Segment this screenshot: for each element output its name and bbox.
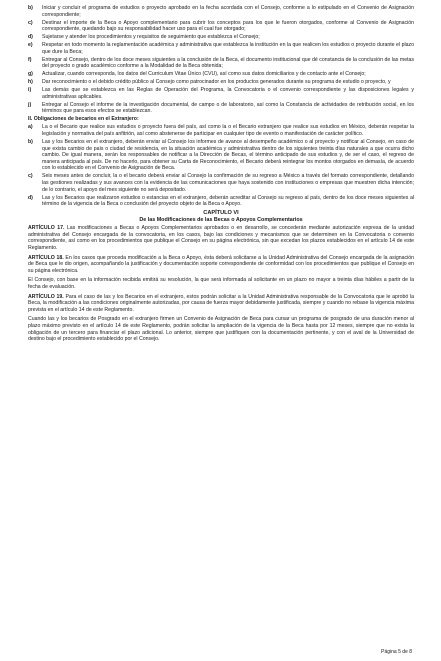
article-text: Para el caso de las y los Becarios en el extranjero, estos podrán solicitar a la Unidad Administrativa responsable de la Convocatoria que le aprobó la Beca, la modificación a las condiciones originalmente autorizadas, por causa de fuerza mayor debidamente justificada, siempre y cuando no rebase la vigencia máxima prevista en el artículo 14 de este Reglamento.: [28, 293, 415, 313]
list-item: [28, 71, 414, 78]
item-label: j): [28, 101, 32, 108]
list-item: [28, 42, 414, 55]
section-ii-list: [28, 124, 414, 207]
article-paragraph: [28, 294, 414, 314]
article-text: En los casos que proceda modificación a la Beca o Apoyo, ésta deberá solicitarse a la Unidad Administrativa del Consejo encargada de la asignación de Beca que le dio origen, acompañando la justificación y documentación soporte correspondiente de conformidad con los procedimientos que publique el Consejo en su página electrónica.: [28, 254, 415, 274]
item-label: f): [28, 56, 32, 63]
list-item: [28, 34, 414, 41]
article-paragraph: [28, 255, 414, 275]
list-item: [28, 57, 414, 70]
item-text: Dar reconocimiento o el debido crédito público al Consejo como patrocinador en los productos generados durante su programa de estudio o proyecto, y: [42, 79, 391, 86]
item-text: Sujetarse y atender los procedimientos y requisitos de seguimiento que establezca el Consejo;: [42, 34, 260, 41]
item-text: Entregar al Consejo el informe de la investigación documental, de campo o de laboratorio, así como la Constancia de actividades de retribución social, en los términos que para esos efectos se establezcan.: [42, 101, 414, 115]
article-paragraph: [28, 225, 414, 251]
item-text: Las demás que se establezca en las Reglas de Operación del Programa, la Convocatoria o el convenio correspondiente y las disposiciones legales y administrativas aplicables.: [42, 87, 414, 100]
list-item: [28, 124, 414, 137]
list-item: [28, 5, 414, 18]
item-text: La o el Becario que realice sus estudios o proyecto fuera del país, así como la o el Becario extranjero que realice sus estudios en México, deberán respetar la legislación y normativa del país anfitrión, así como abstenerse de participar en cualquier tipo de evento o manifestación de carácter político.: [42, 124, 414, 137]
item-label: a): [28, 124, 33, 131]
list-item: [28, 87, 414, 100]
item-label: c): [28, 173, 33, 180]
article-number: ARTÍCULO 19.: [28, 293, 64, 300]
item-label: b): [28, 5, 33, 11]
article-number: ARTÍCULO 17.: [28, 225, 65, 232]
item-label: c): [28, 19, 33, 26]
list-item: [28, 20, 414, 33]
list-item: [28, 195, 414, 208]
item-text: Iniciar y concluir el programa de estudios o proyecto aprobado en la fecha acordada con el Consejo, conforme a lo estipulado en el Convenio de Asignación correspondiente;: [42, 5, 414, 18]
item-text: Respetar en todo momento la reglamentación académica y administrativa que establezca la institución en la que realicen los estudios o proyecto durante el plazo que dure la Beca;: [42, 42, 414, 55]
section-i-list: [28, 5, 414, 115]
list-item: [28, 139, 414, 172]
item-label: d): [28, 194, 33, 201]
item-label: g): [28, 71, 33, 78]
chapter-title: CAPÍTULO VI: [203, 209, 239, 216]
section-ii-heading: II. Obligaciones de becarios en el Extranjero:: [28, 116, 139, 123]
article-paragraph: [28, 316, 414, 342]
item-text: Entregar al Consejo, dentro de los doce meses siguientes a la conclusión de la Beca, el documento institucional que dé constancia de la conclusión de las metas del proyecto o grado académico conforme a la Modalidad de la Beca obtenida;: [42, 56, 414, 70]
article-text: Cuando las y los becarios de Posgrado en el extranjero firmen un Convenio de Asignación de Beca para cursar un programa de posgrado de una duración menor al plazo máximo previsto en el artículo 14 de este Reglamento, podrán solicitar la ampliación de la vigencia de la Beca hasta por 12 meses, siempre que no exista la obligación de un tercero para financiar el plazo adicional. Lo anterior, siempre que justifiquen con la documentación pertinente, y con el aval de la Universidad de destino bajo el procedimiento establecido por el Consejo.: [28, 316, 414, 343]
list-item: [28, 102, 414, 115]
page-number: Página 5 de 8: [381, 649, 412, 655]
item-text: Las y los Becarios en el extranjero, deberán enviar al Consejo los informes de avance al desempeño académico o al proyecto y notificar al Consejo, en caso de que exista cambio de país o ciudad de residencia, en la situación académica y administrativa dentro de los siguientes treinta días naturales a que ocurra dicho cambio. De igual manera, serán los responsables de notificar a la Dirección de Becas, el término anticipado de sus estudios y, de ser el caso, el regreso de manera anticipada al país. De no hacerlo, para obtener su Carta de Reconocimiento, el Becario deberá reintegrar los montos otorgados en demasía, de acuerdo con lo establecido en el Convenio de Asignación de Beca.: [42, 138, 414, 172]
list-item: [28, 79, 414, 86]
item-text: Seis meses antes de concluir, la o el becario deberá enviar al Consejo la confirmación de su regreso a México a través del formato correspondiente, detallando las gestiones realizadas y sus avances con la evidencia de las comunicaciones que haya sostenido con instituciones o empresas que muestren dicha intención; de lo contrario, el apoyo del mes siguiente no será depositado.: [42, 173, 414, 193]
item-label: e): [28, 42, 33, 49]
item-text: Actualizar, cuando corresponda, los datos del Curriculum Vitae Único (CVU), así como sus datos domiciliarios y de contacto ante el Consejo;: [42, 71, 366, 78]
article-text: El Consejo, con base en la información recibida emitirá su resolución, la que será informada al solicitante en un plazo no mayor a treinta días hábiles a partir de la fecha de evaluación.: [28, 277, 414, 291]
item-label: d): [28, 34, 33, 41]
item-text: Las y los Becarios que realizaron estudios o estancias en el extranjero, deberán acreditar al Consejo su regreso al país, dentro de los doce meses siguientes al término de la vigencia de la Beca o conclusión del proyecto objeto de la Beca o Apoyo.: [42, 194, 414, 208]
article-paragraph: [28, 277, 414, 290]
chapter-subtitle: De las Modificaciones de las Becas o Apoyos Complementarios: [139, 216, 303, 223]
article-number: ARTÍCULO 18.: [28, 254, 64, 261]
item-label: h): [28, 79, 33, 86]
item-text: Destinar el importe de la Beca o Apoyo complementario para cubrir los conceptos para los que le fueron otorgados, conforme al Convenio de Asignación correspondiente, quedando bajo su responsabilidad hacer uso para el cual fue otorgado;: [42, 19, 414, 33]
item-label: b): [28, 138, 33, 145]
article-text: Las modificaciones a Becas o Apoyos Complementarios aprobados o en desarrollo, se concederán mediante autorización expresa de la unidad administrativa del Consejo encargada de la convocatoria, en los casos, bajo las condiciones y mecanismos que se determinen en la Convocatoria o convenio correspondiente, así como en los procedimientos que publique el Consejo en su página electrónica, sin que excedan los plazos establecidos en el artículo 14 de este Reglamento.: [28, 225, 414, 252]
item-label: i): [28, 87, 32, 94]
list-item: [28, 173, 414, 193]
